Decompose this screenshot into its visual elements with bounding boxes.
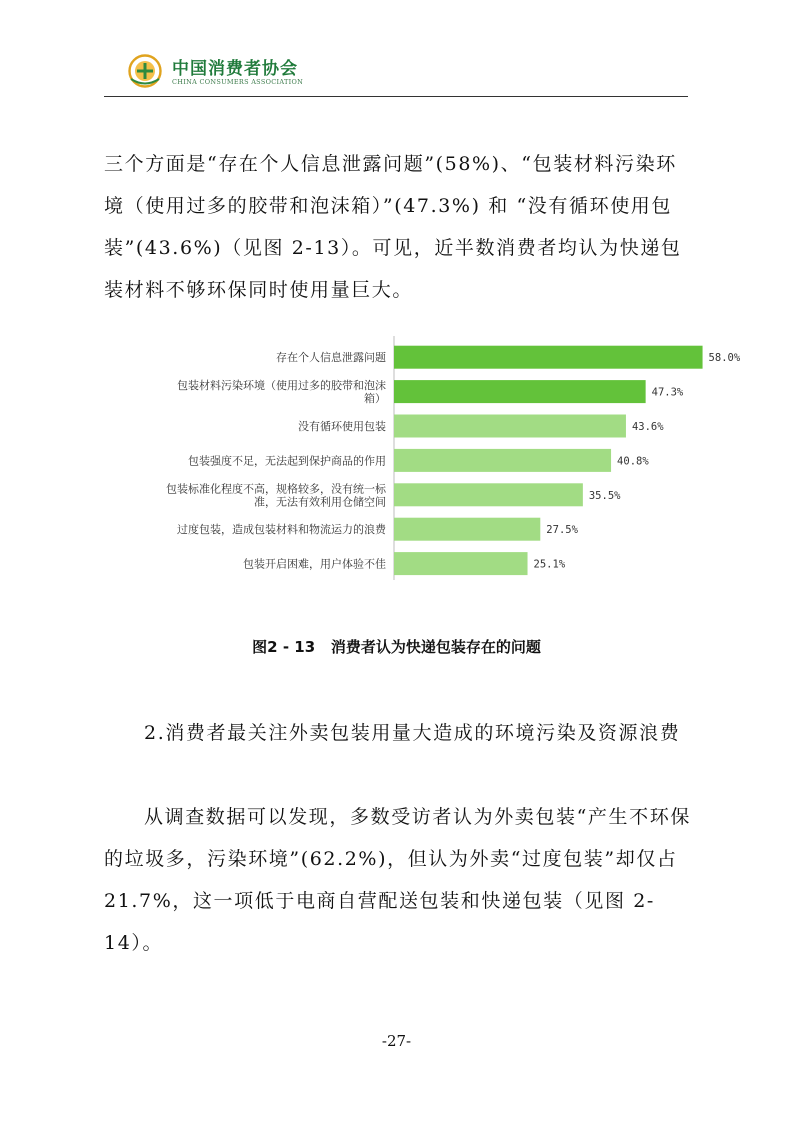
section-heading-2: 2.消费者最关注外卖包装用量大造成的环境污染及资源浪费: [144, 722, 681, 744]
figure-caption: 图2 - 13 消费者认为快递包装存在的问题: [252, 638, 541, 656]
cca-logo-icon: [128, 54, 162, 88]
category-label: 过度包装，造成包装材料和物流运力的浪费: [177, 523, 386, 537]
chart-bar: [394, 415, 626, 438]
data-label: 40.8%: [617, 455, 649, 468]
category-label: 包装强度不足，无法起到保护商品的作用: [188, 454, 386, 468]
category-label: 包装开启困难，用户体验不佳: [243, 557, 386, 571]
category-label: 没有循环使用包装: [298, 420, 386, 433]
category-label: 包装材料污染环境（使用过多的胶带和泡沫: [177, 379, 386, 393]
org-name-en: CHINA CONSUMERS ASSOCIATION: [172, 78, 304, 86]
data-label: 35.5%: [588, 489, 621, 502]
paragraph-survey: 从调查数据可以发现，多数受访者认为外卖包装“产生不环保的垃圾多，污染环境”(62.2%)，但认为外卖“过度包装”却仅占 21.7%，这一项低于电商自营配送包装和快递包装（见图 2-14）。: [104, 806, 691, 954]
bar-chart-figure-2-13: [104, 336, 741, 584]
chart-bar: [394, 552, 528, 575]
chart-bar: [394, 346, 703, 369]
data-label: 27.5%: [546, 524, 578, 537]
page-header: [104, 40, 688, 98]
data-label: 25.1%: [533, 558, 566, 571]
category-label: 箱）: [364, 392, 386, 406]
org-name: 中国消费者协会: [172, 59, 298, 79]
data-label: 47.3%: [651, 386, 684, 399]
chart-canvas: [104, 336, 741, 584]
page-number: -27-: [381, 1032, 412, 1050]
category-label: 存在个人信息泄露问题: [276, 351, 386, 365]
chart-bar: [394, 380, 646, 403]
category-label: 包装标准化程度不高，规格较多，没有统一标: [166, 482, 386, 496]
paragraph-intro: 三个方面是“存在个人信息泄露问题”(58%)、“包装材料污染环境（使用过多的胶带和泡沫箱）”(47.3%) 和 “没有循环使用包装”(43.6%)（见图 2-13）。可见，近半数消费者均认为快递包装材料不够环保同时使用量巨大。: [104, 153, 682, 301]
chart-bar: [394, 483, 583, 506]
data-label: 43.6%: [631, 421, 664, 433]
chart-bar: [394, 518, 540, 541]
data-label: 58.0%: [708, 352, 741, 365]
header-divider: [104, 96, 688, 97]
category-label: 准，无法有效利用仓储空间: [254, 495, 386, 509]
chart-bar: [394, 449, 611, 472]
